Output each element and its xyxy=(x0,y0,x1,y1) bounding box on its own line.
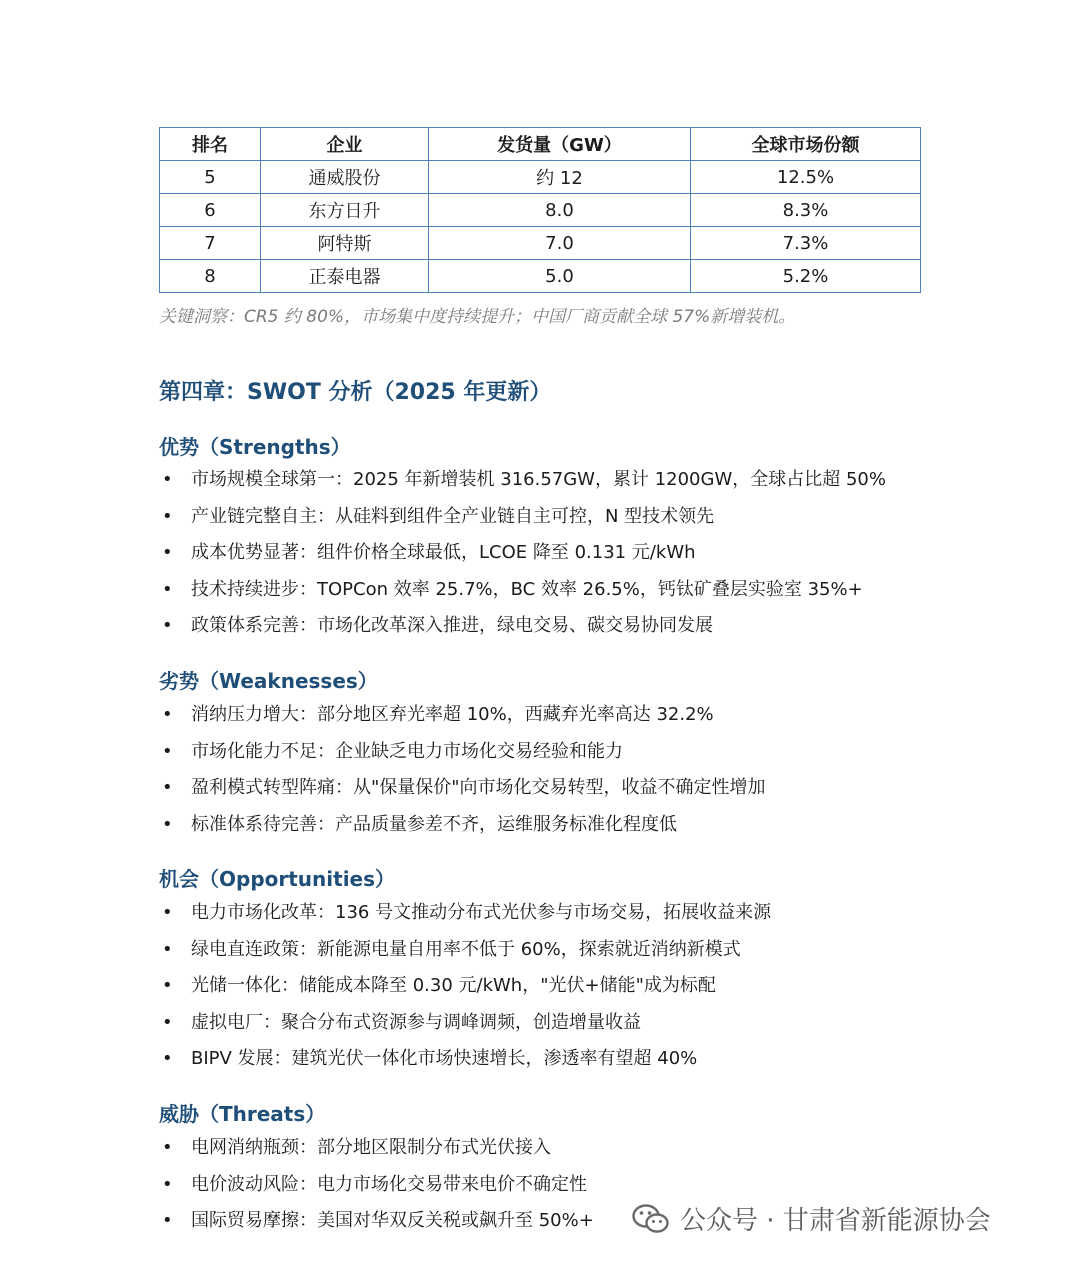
section-title-threats: 威胁（Threats） xyxy=(159,1102,326,1126)
item-text: 市场化能力不足：企业缺乏电力市场化交易经验和能力 xyxy=(191,740,623,762)
cell-rank: 8 xyxy=(160,260,261,293)
list-item xyxy=(159,1044,771,1081)
cell-company: 通威股份 xyxy=(261,161,429,194)
bullet-icon: • xyxy=(162,1048,173,1070)
list-item xyxy=(159,737,766,774)
item-text: 成本优势显著：组件价格全球最低，LCOE 降至 0.131 元/kWh xyxy=(191,542,696,564)
bullet-icon: • xyxy=(162,1137,173,1158)
cell-rank: 6 xyxy=(160,194,261,227)
table-row xyxy=(160,194,921,227)
cell-shipment: 5.0 xyxy=(429,260,691,293)
table-row xyxy=(160,227,921,260)
list-item xyxy=(159,810,766,847)
item-text: 消纳压力增大：部分地区弃光率超 10%，西藏弃光率高达 32.2% xyxy=(191,704,714,725)
list-item xyxy=(159,1206,594,1243)
list-item xyxy=(159,1008,771,1045)
item-text: 电价波动风险：电力市场化交易带来电价不确定性 xyxy=(191,1173,587,1195)
item-text: 市场规模全球第一：2025 年新增装机 316.57GW，累计 1200GW，全球占比超 50% xyxy=(191,469,886,490)
list-item xyxy=(159,935,771,972)
bullet-icon: • xyxy=(162,813,173,835)
section-title-opportunities: 机会（Opportunities） xyxy=(159,867,396,891)
header-company: 企业 xyxy=(261,128,429,161)
table-caption: 关键洞察：CR5 约 80%，市场集中度持续提升；中国厂商贡献全球 57%新增装机。 xyxy=(159,307,796,327)
section-title-strengths: 优势（Strengths） xyxy=(159,435,351,459)
list-item xyxy=(159,575,886,612)
chapter-title: 第四章：SWOT 分析（2025 年更新） xyxy=(159,380,552,405)
item-text: 虚拟电厂：聚合分布式资源参与调峰调频，创造增量收益 xyxy=(191,1011,641,1033)
table-row xyxy=(160,260,921,293)
bullet-icon: • xyxy=(162,1210,173,1232)
item-text: 盈利模式转型阵痛：从"保量保价"向市场化交易转型，收益不确定性增加 xyxy=(191,777,766,799)
cell-rank: 7 xyxy=(160,227,261,260)
cell-shipment: 7.0 xyxy=(429,227,691,260)
item-text: BIPV 发展：建筑光伏一体化市场快速增长，渗透率有望超 40% xyxy=(191,1048,698,1070)
section-title-weaknesses: 劣势（Weaknesses） xyxy=(159,669,378,693)
header-market-share: 全球市场份额 xyxy=(691,128,921,161)
list-item xyxy=(159,898,771,935)
item-text: 光储一体化：储能成本降至 0.30 元/kWh，"光伏+储能"成为标配 xyxy=(191,975,716,997)
strengths-list xyxy=(159,465,886,648)
header-shipment: 发货量（GW） xyxy=(429,128,691,161)
cell-share: 7.3% xyxy=(691,227,921,260)
bullet-icon: • xyxy=(162,902,173,923)
list-item xyxy=(159,700,766,737)
bullet-icon: • xyxy=(162,1173,173,1195)
cell-share: 5.2% xyxy=(691,260,921,293)
list-item xyxy=(159,611,886,648)
item-text: 产业链完整自主：从硅料到组件全产业链自主可控，N 型技术领先 xyxy=(191,505,715,527)
wechat-icon xyxy=(632,1203,670,1235)
bullet-icon: • xyxy=(162,542,173,564)
watermark-text: 公众号 · 甘肃省新能源协会 xyxy=(680,1206,991,1236)
bullet-icon: • xyxy=(162,505,173,527)
bullet-icon: • xyxy=(162,938,173,960)
cell-company: 正泰电器 xyxy=(261,260,429,293)
threats-list xyxy=(159,1133,594,1243)
cell-rank: 5 xyxy=(160,161,261,194)
cell-company: 东方日升 xyxy=(261,194,429,227)
bullet-icon: • xyxy=(162,1011,173,1033)
item-text: 标准体系待完善：产品质量参差不齐，运维服务标准化程度低 xyxy=(191,813,677,835)
cell-company: 阿特斯 xyxy=(261,227,429,260)
item-text: 绿电直连政策：新能源电量自用率不低于 60%，探索就近消纳新模式 xyxy=(191,938,741,960)
list-item xyxy=(159,971,771,1008)
opportunities-list xyxy=(159,898,771,1081)
bullet-icon: • xyxy=(162,615,173,637)
bullet-icon: • xyxy=(162,975,173,997)
table-row xyxy=(160,161,921,194)
bullet-icon: • xyxy=(162,740,173,762)
header-rank: 排名 xyxy=(160,128,261,161)
weaknesses-list xyxy=(159,700,766,846)
watermark xyxy=(632,1200,991,1237)
item-text: 技术持续进步：TOPCon 效率 25.7%，BC 效率 26.5%，钙钛矿叠层实验室 35%+ xyxy=(191,578,863,600)
bullet-icon: • xyxy=(162,777,173,799)
table-header-row xyxy=(160,128,921,161)
cell-share: 12.5% xyxy=(691,161,921,194)
cell-shipment: 8.0 xyxy=(429,194,691,227)
item-text: 电力市场化改革：136 号文推动分布式光伏参与市场交易，拓展收益来源 xyxy=(191,902,772,923)
bullet-icon: • xyxy=(162,578,173,600)
ranking-table xyxy=(159,127,921,293)
cell-share: 8.3% xyxy=(691,194,921,227)
list-item xyxy=(159,538,886,575)
item-text: 电网消纳瓶颈：部分地区限制分布式光伏接入 xyxy=(191,1137,551,1158)
list-item xyxy=(159,502,886,539)
list-item xyxy=(159,1133,594,1170)
item-text: 国际贸易摩擦：美国对华双反关税或飙升至 50%+ xyxy=(191,1210,594,1232)
item-text: 政策体系完善：市场化改革深入推进，绿电交易、碳交易协同发展 xyxy=(191,615,713,637)
cell-shipment: 约 12 xyxy=(429,161,691,194)
list-item xyxy=(159,773,766,810)
list-item xyxy=(159,1170,594,1207)
bullet-icon: • xyxy=(162,704,173,725)
bullet-icon: • xyxy=(162,469,173,490)
list-item xyxy=(159,465,886,502)
